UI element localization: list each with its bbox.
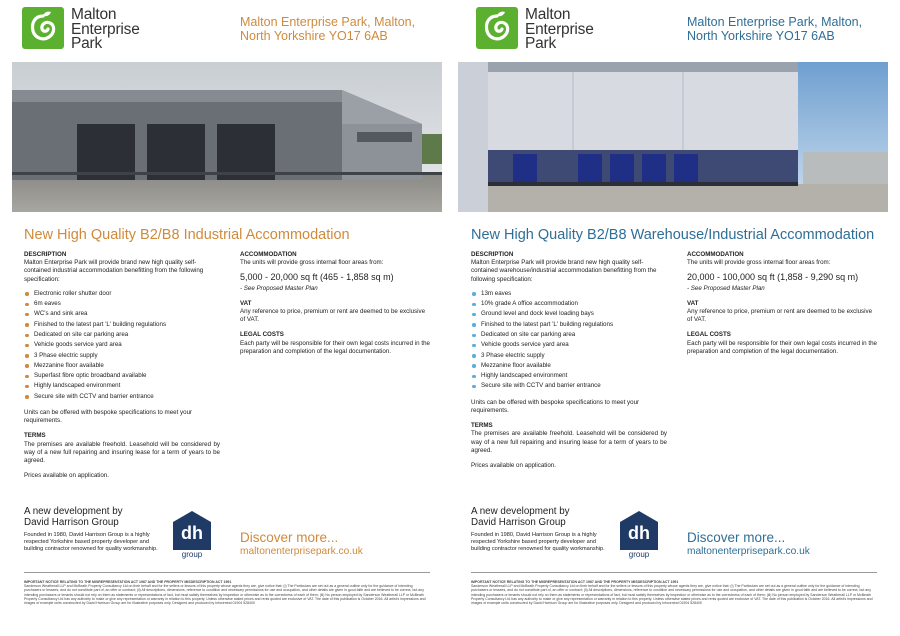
- address-line-1: Malton Enterprise Park, Malton,: [687, 15, 863, 29]
- accommodation-text: The units will provide gross internal floor areas from:: [240, 259, 384, 267]
- accommodation-column: [240, 251, 430, 356]
- spec-item: 3 Phase electric supply: [24, 351, 220, 361]
- spec-item: Mezzanine floor available: [471, 361, 667, 371]
- developer-heading-line-2: David Harrison Group: [471, 517, 566, 528]
- dh-logo-word: group: [628, 550, 650, 559]
- prices-text: Prices available on application.: [471, 462, 556, 469]
- developer-heading-line-1: A new development by: [24, 506, 123, 517]
- malton-enterprise-park-logo: [476, 7, 626, 53]
- description-text: Malton Enterprise Park will provide brand new high quality self-contained industrial accommodation benefitting from the following specification:: [24, 259, 204, 283]
- leaf-logo-icon: [476, 7, 518, 49]
- terms-text: The premises are available freehold. Leasehold will be considered by way of a new full repairing and insuring lease for a term of years to be agreed.: [471, 430, 667, 454]
- legal-costs-text: Each party will be responsible for their own legal costs incurred in the preparation and completion of the legal documentation.: [240, 339, 430, 355]
- legal-costs-heading: LEGAL COSTS: [687, 331, 731, 339]
- spec-item: Secure site with CCTV and barrier entrance: [471, 381, 667, 391]
- prices-text: Prices available on application.: [24, 472, 109, 480]
- description-text: Malton Enterprise Park will provide brand new high quality self-contained warehouse/industrial accommodation benefitting from the following specification:: [471, 259, 657, 283]
- legal-notice: [24, 580, 430, 605]
- spec-item: WC's and sink area: [24, 309, 220, 319]
- developer-heading-line-1: A new development by: [471, 506, 570, 517]
- vat-heading: VAT: [240, 299, 252, 307]
- dh-logo-letters: dh: [628, 523, 650, 543]
- discover-label: Discover more...: [687, 530, 786, 545]
- brochure-page-industrial: [0, 0, 446, 636]
- page-title: New High Quality B2/B8 Warehouse/Industrial Accommodation: [471, 227, 875, 243]
- spec-item: Finished to the latest part 'L' building regulations: [24, 320, 220, 330]
- malton-enterprise-park-logo: [22, 7, 172, 53]
- accommodation-text: The units will provide gross internal floor areas from:: [687, 259, 831, 267]
- logo-word-2: Enterprise: [525, 20, 594, 38]
- spec-item: Electronic roller shutter door: [24, 289, 220, 299]
- industrial-unit-photo: [12, 62, 442, 212]
- logo-word-1: Malton: [525, 6, 571, 23]
- bespoke-text: Units can be offered with bespoke specifications to meet your requirements.: [471, 398, 640, 414]
- spec-item: Highly landscaped environment: [471, 371, 667, 381]
- spec-item: Ground level and dock level loading bays: [471, 309, 667, 319]
- logo-word-1: Malton: [71, 6, 117, 23]
- logo-word-3: Park: [71, 35, 103, 52]
- website-link[interactable]: maltonenterprisepark.co.uk: [687, 546, 810, 557]
- discover-more: [240, 531, 363, 559]
- divider: [471, 572, 877, 573]
- logo-wordmark: [71, 8, 140, 52]
- page-title: New High Quality B2/B8 Industrial Accommodation: [24, 227, 350, 243]
- floor-area-range: 20,000 - 100,000 sq ft (1,858 - 9,290 sq m): [687, 272, 859, 283]
- vat-text: Any reference to price, premium or rent are deemed to be exclusive of VAT.: [240, 308, 426, 324]
- dh-logo-word: group: [181, 550, 203, 559]
- terms-text: The premises are available freehold. Leasehold will be considered by way of a new full repairing and insuring lease for a term of years to be agreed.: [24, 440, 220, 465]
- notice-body: Sanderson Weatherall LLP and McBeath Property Consultancy Ltd on their behalf and for the sellers or lessors of this property whose agents they are, give notice that: (i) The Particulars are set out as a general outline only for the guidance of intending purchasers or lessees, and do not constitute part of, an offer or contract; (ii) All descriptions, dimensions, reference to condition and necessary permissions for use and occupation, and other details are given in good faith and are believed to be correct, but any intending purchasers or tenants should not rely on them as statements or representations of fact, but must satisfy themselves by inspection or otherwise as to the correctness of each of them; (iii) No person employed by Sanderson Weatherall LLP or McBeath Property Consultancy Ltd has any authority to make or give any representation or warranty in relation to this property. Unless otherwise stated prices and rents quoted are exclusive of VAT. The date of this publication is October 2016. All artist's impressions and images of example units constructed by David Harrison Group are for illustrative purposes only. Designed and produced by Infocentral 01904 528400: [24, 584, 426, 606]
- vat-heading: VAT: [687, 299, 699, 307]
- developer-heading-line-2: David Harrison Group: [24, 517, 119, 528]
- spec-item: Secure site with CCTV and barrier entrance: [24, 392, 220, 402]
- specification-list: [471, 289, 667, 392]
- spec-item: Mezzanine floor available: [24, 361, 220, 371]
- floor-area-range: 5,000 - 20,000 sq ft (465 - 1,858 sq m): [240, 272, 394, 283]
- notice-heading: IMPORTANT NOTICE RELATING TO THE MISREPRESENTATION ACT 1967 AND THE PROPERTY MISDESCRIPTION ACT 1991: [24, 580, 232, 584]
- divider: [24, 572, 430, 573]
- spec-item: Vehicle goods service yard area: [24, 340, 220, 350]
- accommodation-heading: ACCOMMODATION: [687, 251, 744, 258]
- spec-item: Vehicle goods service yard area: [471, 340, 667, 350]
- bespoke-text: Units can be offered with bespoke specifications to meet your requirements.: [24, 409, 193, 425]
- spec-item: Dedicated on site car parking area: [24, 330, 220, 340]
- leaf-logo-icon: [22, 7, 64, 49]
- legal-costs-text: Each party will be responsible for their own legal costs incurred in the preparation and completion of the legal documentation.: [687, 339, 877, 355]
- spec-item: Finished to the latest part 'L' building regulations: [471, 320, 667, 330]
- dh-group-logo: [170, 508, 214, 560]
- dh-logo-letters: dh: [181, 523, 203, 543]
- logo-word-2: Enterprise: [71, 20, 140, 38]
- master-plan-note: - See Proposed Master Plan: [687, 284, 765, 292]
- address-line-1: Malton Enterprise Park, Malton,: [240, 15, 416, 29]
- legal-costs-heading: LEGAL COSTS: [240, 331, 284, 339]
- site-address: [687, 15, 862, 43]
- spec-item: Highly landscaped environment: [24, 381, 220, 391]
- site-address: [240, 15, 415, 43]
- developer-about: Founded in 1980, David Harrison Group is a highly respected Yorkshire based property developer and building contractor renowned for quality workmanship.: [471, 532, 605, 552]
- brochure-page-warehouse: [454, 0, 900, 636]
- address-line-2: North Yorkshire YO17 6AB: [240, 29, 388, 43]
- accommodation-column: [687, 251, 877, 356]
- discover-more: [687, 531, 810, 559]
- warehouse-unit-photo: [458, 62, 888, 212]
- spec-item: 3 Phase electric supply: [471, 351, 667, 361]
- logo-word-3: Park: [525, 35, 557, 52]
- discover-label: Discover more...: [240, 530, 339, 545]
- legal-notice: [471, 580, 877, 605]
- notice-body: Sanderson Weatherall LLP and McBeath Property Consultancy Ltd on their behalf and for the sellers or lessors of this property whose agents they are, give notice that: (i) The Particulars are set out as a general outline only for the guidance of intending purchasers or lessees, and do not constitute part of, an offer or contract; (ii) All descriptions, dimensions, reference to condition and necessary permissions for use and occupation, and other details are given in good faith and are believed to be correct, but any intending purchasers or tenants should not rely on them as statements or representations of fact, but must satisfy themselves by inspection or otherwise as to the correctness of each of them; (iii) No person employed by Sanderson Weatherall LLP or McBeath Property Consultancy Ltd has any authority to make or give any representation or warranty in relation to this property. Unless otherwise stated prices and rents quoted are exclusive of VAT. The date of this publication is October 2016. All artist's impressions and images of example units constructed by David Harrison Group are for illustrative purposes only. Designed and produced by Infocentral 01904 528400: [471, 584, 873, 606]
- spec-item: Superfast fibre optic broadband available: [24, 371, 220, 381]
- spec-item: Dedicated on site car parking area: [471, 330, 667, 340]
- address-line-2: North Yorkshire YO17 6AB: [687, 29, 835, 43]
- spec-item: 6m eaves: [24, 299, 220, 309]
- website-link[interactable]: maltonenterprisepark.co.uk: [240, 546, 363, 557]
- logo-wordmark: [525, 8, 594, 52]
- description-heading: DESCRIPTION: [24, 251, 67, 258]
- developer-heading: [24, 506, 123, 528]
- description-heading: DESCRIPTION: [471, 251, 514, 258]
- vat-text: Any reference to price, premium or rent are deemed to be exclusive of VAT.: [687, 308, 873, 324]
- developer-about: Founded in 1980, David Harrison Group is a highly respected Yorkshire based property developer and building contractor renowned for quality workmanship.: [24, 532, 158, 552]
- dh-group-logo: [617, 508, 661, 560]
- specification-list: [24, 289, 220, 402]
- terms-heading: TERMS: [471, 422, 493, 430]
- description-column: [471, 251, 667, 470]
- master-plan-note: - See Proposed Master Plan: [240, 284, 318, 292]
- developer-heading: [471, 506, 570, 528]
- accommodation-heading: ACCOMMODATION: [240, 251, 297, 258]
- notice-heading: IMPORTANT NOTICE RELATING TO THE MISREPRESENTATION ACT 1967 AND THE PROPERTY MISDESCRIPTION ACT 1991: [471, 580, 679, 584]
- terms-heading: TERMS: [24, 432, 46, 440]
- spec-item: 13m eaves: [471, 289, 667, 299]
- spec-item: 10% grade A office accommodation: [471, 299, 667, 309]
- description-column: [24, 251, 220, 481]
